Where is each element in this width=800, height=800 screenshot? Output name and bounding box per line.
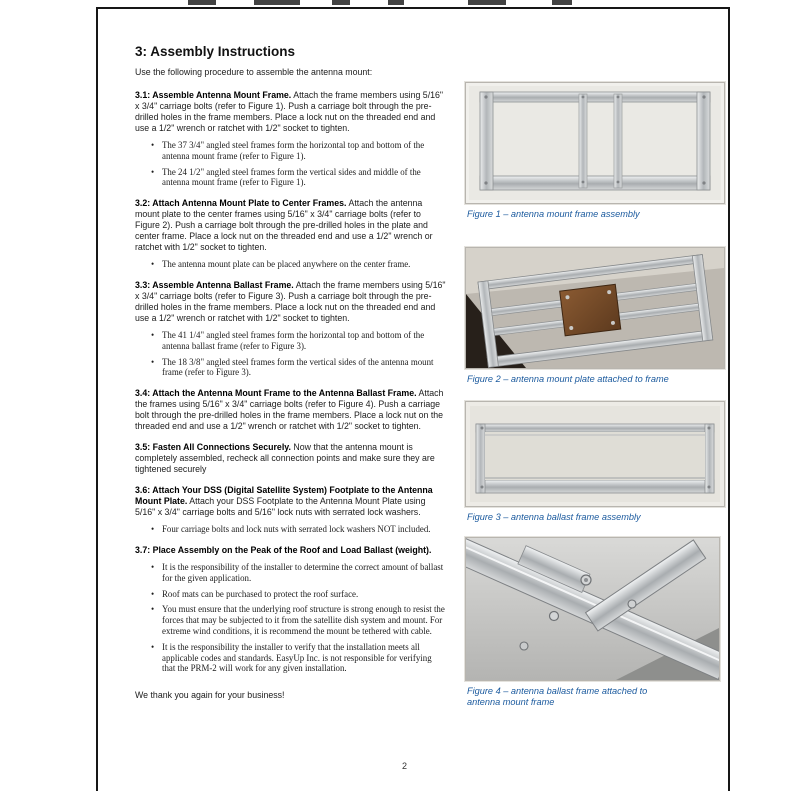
bullet-item: • The 41 1/4" angled steel frames form the horizontal top and bottom of the antenna ballast frame (refer to Figure 3). — [151, 330, 447, 352]
section-3-1 — [135, 90, 447, 134]
figure-2-image — [465, 247, 725, 369]
section-3-5-heading: 3.5: Fasten All Connections Securely. — [135, 442, 291, 453]
section-3-6-heading: 3.6: Attach Your DSS (Digital Satellite System) Footplate to the Antenna Mount Plate. — [135, 485, 433, 507]
scan-border-left — [96, 7, 98, 791]
section-3-2 — [135, 198, 447, 253]
figure-3 — [465, 401, 727, 524]
figure-3-caption: Figure 3 – antenna ballast frame assembly — [467, 512, 641, 522]
figures-column — [465, 46, 727, 710]
section-3-5-body: Now that the antenna mount is completely assembled, recheck all connection points and make sure they are tightened securely — [135, 442, 435, 475]
section-3-4-body: Attach the frames using 5/16" x 3/4" carriage bolts (refer to Figure 4). Push a carriage bolt through the pre-drilled holes in the frame members. Place a lock nut on the threaded end and use a 1/2" wrench or ratchet with 1/2" socket to tighten. — [135, 388, 444, 432]
figure-1-image — [465, 82, 725, 204]
section-3-3 — [135, 280, 447, 324]
scan-artifact — [388, 0, 404, 5]
page-title: 3: Assembly Instructions — [135, 44, 296, 59]
bullet-item: • Roof mats can be purchased to protect the roof surface. — [151, 589, 447, 600]
figure-2 — [465, 247, 727, 386]
intro-text: Use the following procedure to assemble the antenna mount: — [135, 67, 373, 77]
bullet-item: • It is the responsibility the installer to verify that the installation meets all applicable codes and standards. EasyUp Inc. is not responsible for verifying that the PRM-2 will work for any given installation. — [151, 642, 447, 674]
figure-4 — [465, 537, 727, 709]
section-3-3-body: Attach the frame members using 5/16" x 3/4" carriage bolts (refer to Figure 3). Push a carriage bolt through the pre-drilled holes in the frame members. Place a lock nut on the threaded end and use a 1/2" wrench or ratchet with 1/2" socket to tighten. — [135, 279, 446, 323]
scan-border-top — [96, 7, 730, 9]
bullet-item: • It is the responsibility of the installer to determine the correct amount of ballast for the given application. — [151, 562, 447, 584]
instructions-column — [135, 46, 447, 710]
section-3-7 — [135, 545, 447, 556]
section-3-5 — [135, 442, 447, 475]
page-number: 2 — [402, 761, 408, 771]
scan-artifact — [188, 0, 216, 5]
figure-4-image — [465, 537, 720, 681]
figure-1 — [465, 82, 727, 221]
bullet-item: • The 18 3/8" angled steel frames form the vertical sides of the antenna mount frame (refer to Figure 3). — [151, 357, 447, 379]
figure-1-caption: Figure 1 – antenna mount frame assembly — [467, 209, 640, 219]
bullet-item: • You must ensure that the underlying roof structure is strong enough to resist the forces that may be subjected to it from the satellite dish system and mount. For extreme wind conditions, it is recommend the mount be tethered with cable. — [151, 604, 447, 636]
figure-4-caption: Figure 4 – antenna ballast frame attached to antenna mount frame — [467, 685, 648, 707]
section-3-6-bullets — [151, 524, 447, 535]
section-3-6-body: Attach your DSS Footplate to the Antenna Mount Plate using 5/16" x 3/4" carriage bolts and 5/16" lock nuts with serrated lock washers. — [135, 496, 426, 518]
section-3-6 — [135, 485, 447, 518]
figure-2-caption: Figure 2 – antenna mount plate attached to frame — [467, 373, 669, 384]
section-3-1-heading: 3.1: Assemble Antenna Mount Frame. — [135, 90, 292, 100]
section-3-3-heading: 3.3: Assemble Antenna Ballast Frame. — [135, 279, 294, 290]
figure-3-image — [465, 401, 725, 507]
page-content — [135, 46, 727, 710]
scan-border-right — [728, 7, 730, 791]
section-3-1-bullets — [151, 140, 447, 188]
section-3-7-bullets — [151, 562, 447, 674]
bullet-item: • The 37 3/4" angled steel frames form the horizontal top and bottom of the antenna mount frame (refer to Figure 1). — [151, 140, 447, 162]
scan-artifact — [332, 0, 350, 5]
section-3-7-heading: 3.7: Place Assembly on the Peak of the Roof and Load Ballast (weight). — [135, 544, 432, 555]
scan-artifact — [254, 0, 300, 5]
bullet-item: • Four carriage bolts and lock nuts with serrated lock washers NOT included. — [151, 524, 447, 535]
closing-text: We thank you again for your business! — [135, 690, 285, 701]
section-3-2-body: Attach the antenna mount plate to the center frames using 5/16" x 3/4" carriage bolts (refer to Figure 2). Push a carriage bolt through the pre-drilled holes in the plate and center frame. Place a lock nut on the threaded end and use a 1/2" wrench or ratchet with 1/2" socket to tighten. — [135, 198, 433, 253]
bullet-item: • The 24 1/2" angled steel frames form the vertical sides and middle of the antenna mount frame (refer to Figure 1). — [151, 167, 447, 189]
section-3-1-body: Attach the frame members using 5/16" x 3/4" carriage bolts (refer to Figure 1). Push a carriage bolt through the pre-drilled holes in the frame members. Place a lock nut on the threaded end and use a 1/2" wrench or ratchet with 1/2" socket to tighten. — [135, 90, 444, 133]
section-3-2-bullets — [151, 259, 447, 270]
scan-artifact — [468, 0, 506, 5]
scan-artifact — [552, 0, 572, 5]
section-3-2-heading: 3.2: Attach Antenna Mount Plate to Center Frames. — [135, 198, 347, 209]
section-3-4 — [135, 388, 447, 432]
section-3-3-bullets — [151, 330, 447, 378]
section-3-4-heading: 3.4: Attach the Antenna Mount Frame to the Antenna Ballast Frame. — [135, 388, 417, 399]
bullet-item: • The antenna mount plate can be placed anywhere on the center frame. — [151, 259, 447, 270]
